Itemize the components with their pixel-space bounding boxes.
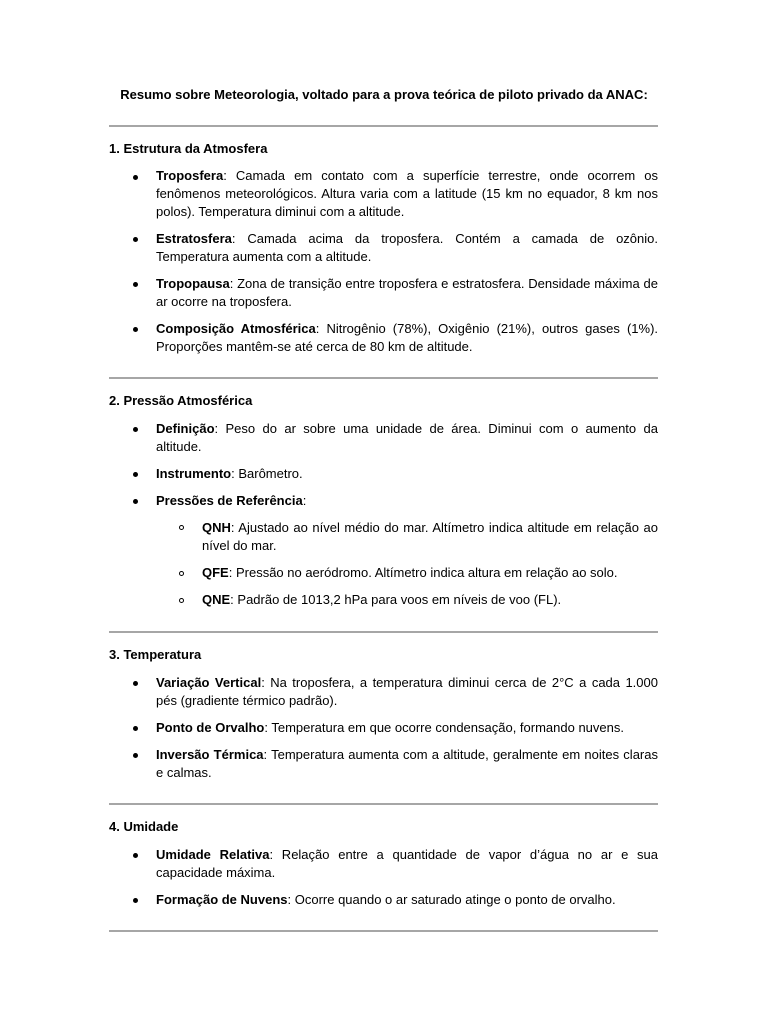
section-heading: 4. Umidade [109, 819, 179, 834]
list-item [156, 746, 658, 782]
list-item [156, 674, 658, 710]
bullet-icon [133, 499, 138, 504]
section-divider [109, 930, 658, 932]
item-term: Instrumento [156, 466, 232, 481]
item-term: Ponto de Orvalho [156, 720, 265, 735]
item-term: Composição Atmosférica [156, 321, 316, 336]
item-term: Estratosfera [156, 231, 232, 246]
list-item [156, 230, 658, 266]
list-item [156, 320, 658, 356]
item-text: : Barômetro. [231, 466, 303, 481]
circle-bullet-icon [179, 598, 184, 603]
section-divider [109, 631, 658, 633]
list-item [156, 167, 658, 221]
item-text: : Peso do ar sobre uma unidade de área. Diminui com o aumento da altitude. [156, 421, 658, 454]
item-term: QNH [202, 520, 231, 535]
bullet-icon [133, 753, 138, 758]
item-text: : Relação entre a quantidade de vapor d’água no ar e sua capacidade máxima. [156, 847, 659, 880]
item-term: Troposfera [156, 168, 224, 183]
list-subitem [202, 591, 658, 609]
item-text: : Na troposfera, a temperatura diminui cerca de 2°C a cada 1.000 pés (gradiente térmico padrão). [156, 675, 658, 708]
section-heading: 3. Temperatura [109, 647, 202, 662]
circle-bullet-icon [179, 525, 184, 530]
section-heading: 1. Estrutura da Atmosfera [109, 141, 268, 156]
list-item [156, 492, 658, 510]
list-item [156, 846, 658, 882]
circle-bullet-icon [179, 571, 184, 576]
list-subitem [202, 564, 658, 582]
item-term: QNE [202, 592, 231, 607]
item-text: : Padrão de 1013,2 hPa para voos em níveis de voo (FL). [230, 592, 562, 607]
list-subitem [202, 519, 658, 555]
item-text: : Camada em contato com a superfície terrestre, onde ocorrem os fenômenos meteorológicos. Altura varia com a latitude (15 km no equador, 8 km nos polos). Temperatura diminui com a altitude. [156, 168, 658, 219]
bullet-icon [133, 175, 138, 180]
bullet-icon [133, 681, 138, 686]
item-text: : Temperatura em que ocorre condensação, formando nuvens. [264, 720, 624, 735]
bullet-icon [133, 898, 138, 903]
item-term: QFE [202, 565, 229, 580]
section-divider [109, 803, 658, 805]
list-item [156, 275, 658, 311]
item-text: : Nitrogênio (78%), Oxigênio (21%), outros gases (1%). Proporções mantêm-se até cerca de 80 km de altitude. [156, 321, 659, 354]
list-item [156, 891, 658, 909]
item-term: Variação Vertical [156, 675, 262, 690]
bullet-icon [133, 427, 138, 432]
item-text: : Ajustado ao nível médio do mar. Altímetro indica altitude em relação ao nível do mar. [202, 520, 658, 553]
item-term: Inversão Térmica [156, 747, 264, 762]
bullet-icon [133, 327, 138, 332]
item-text: : Pressão no aeródromo. Altímetro indica altura em relação ao solo. [228, 565, 618, 580]
item-term: Pressões de Referência [156, 493, 303, 508]
bullet-icon [133, 237, 138, 242]
item-text: : Camada acima da troposfera. Contém a camada de ozônio. Temperatura aumenta com a altitude. [156, 231, 658, 264]
item-term: Formação de Nuvens [156, 892, 288, 907]
item-text: : Zona de transição entre troposfera e estratosfera. Densidade máxima de ar ocorre na troposfera. [156, 276, 658, 309]
list-item [156, 465, 658, 483]
section-divider [109, 125, 658, 127]
bullet-icon [133, 726, 138, 731]
document-title: Resumo sobre Meteorologia, voltado para a prova teórica de piloto privado da ANAC: [120, 87, 648, 102]
bullet-icon [133, 282, 138, 287]
section-heading: 2. Pressão Atmosférica [109, 393, 253, 408]
item-text: : Ocorre quando o ar saturado atinge o ponto de orvalho. [287, 892, 616, 907]
bullet-icon [133, 472, 138, 477]
section-divider [109, 377, 658, 379]
item-text: : Temperatura aumenta com a altitude, geralmente em noites claras e calmas. [156, 747, 658, 780]
list-item [156, 719, 658, 737]
item-term: Definição [156, 421, 215, 436]
bullet-icon [133, 853, 138, 858]
list-item [156, 420, 658, 456]
item-term: Umidade Relativa [156, 847, 270, 862]
item-term: Tropopausa [156, 276, 230, 291]
item-text: : [302, 493, 307, 508]
